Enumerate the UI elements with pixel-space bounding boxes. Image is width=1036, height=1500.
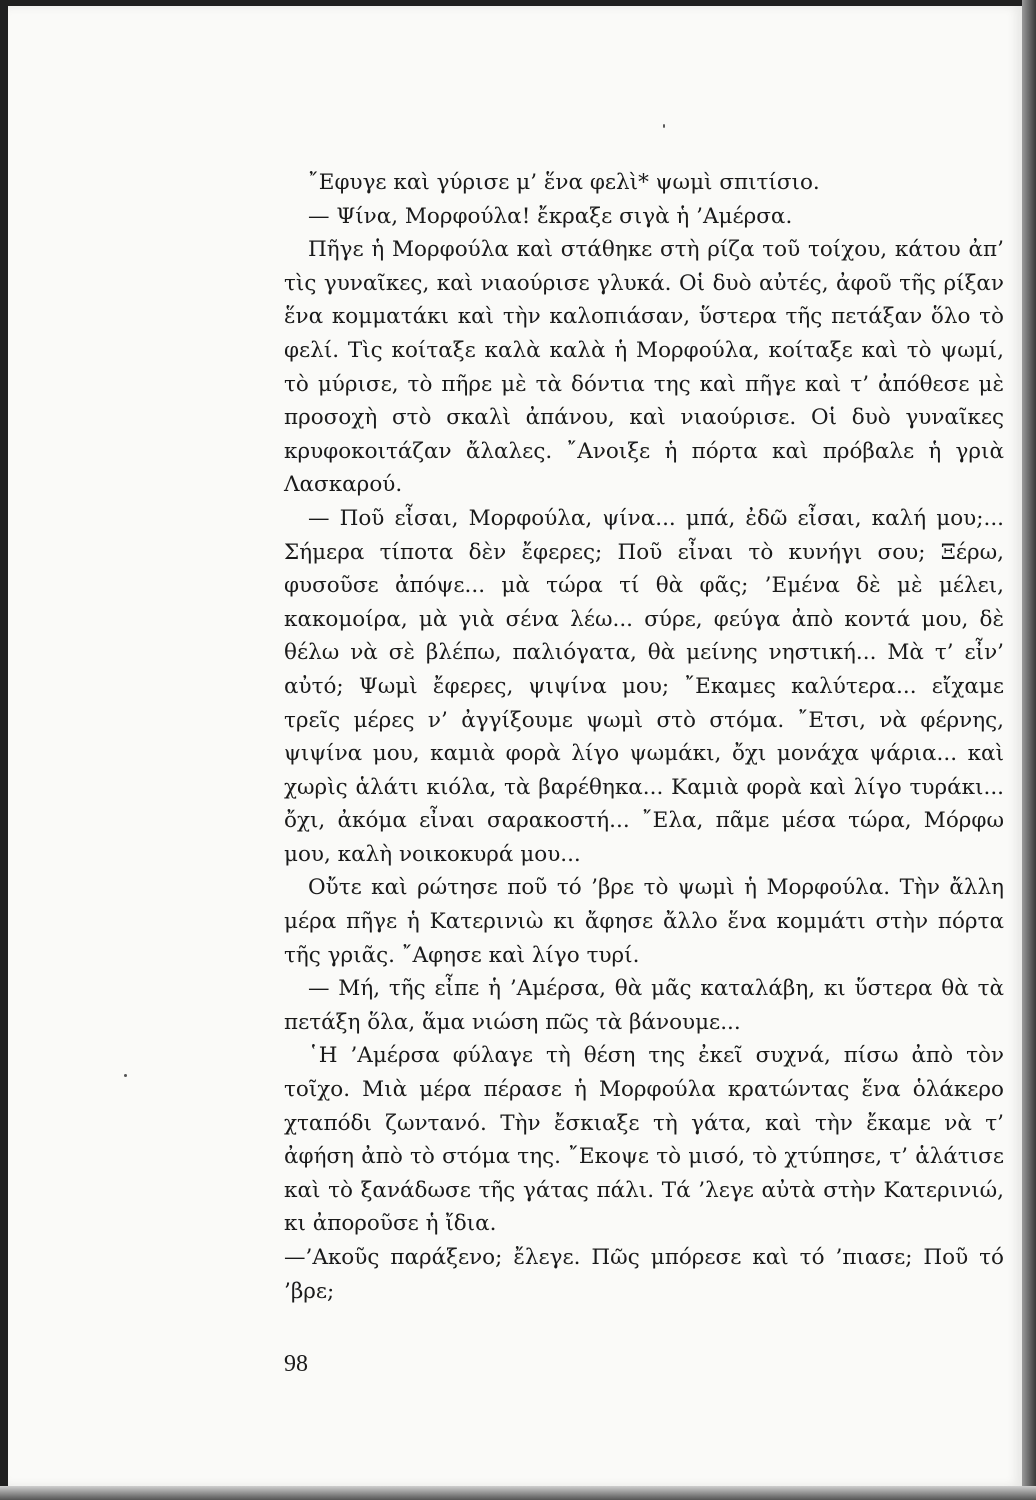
paragraph: —’Ακοῦς παράξενο; ἔλεγε. Πῶς μπόρεσε καὶ τό ’πιασε; Ποῦ τό ’βρε; bbox=[284, 1245, 1004, 1304]
body-text bbox=[284, 166, 1004, 1308]
paragraph: ῎Εφυγε καὶ γύρισε μ’ ἕνα φελὶ* ψωμὶ σπιτίσιο. bbox=[308, 170, 820, 195]
print-speck bbox=[663, 124, 665, 128]
paragraph: — Μή, τῆς εἶπε ἡ ’Αμέρσα, θὰ μᾶς καταλάβη, κι ὕστερα θὰ τὰ πετάξη ὅλα, ἅμα νιώση πῶς τὰ βάνουμε... bbox=[284, 976, 1004, 1035]
paragraph: Πῆγε ἡ Μορφούλα καὶ στάθηκε στὴ ρίζα τοῦ τοίχου, κάτου ἀπ’ τὶς γυναῖκες, καὶ νιαούρισε γλυκά. Οἱ δυὸ αὐτές, ἀφοῦ τῆς ρίξαν ἕνα κομματάκι καὶ τὴν καλοπιάσαν, ὕστερα τῆς πετάξαν ὅλο τὸ φελί. Τὶς κοίταξε καλὰ καλὰ ἡ Μορφούλα, κοίταξε καὶ τὸ ψωμί, τὸ μύρισε, τὸ πῆρε μὲ τὰ δόντια της καὶ πῆγε καὶ τ’ ἀπόθεσε μὲ προσοχὴ στὸ σκαλὶ ἀπάνου, καὶ νιαούρισε. Οἱ δυὸ γυναῖκες κρυφοκοιτάζαν ἄλαλες. ῎Ανοιξε ἡ πόρτα καὶ πρόβαλε ἡ γριὰ Λασκαρού. bbox=[284, 237, 1004, 498]
scan-shadow-bottom bbox=[0, 1486, 1036, 1500]
paragraph: — Ψίνα, Μορφούλα! ἔκραξε σιγὰ ἡ ’Αμέρσα. bbox=[308, 203, 793, 229]
paragraph: — Ποῦ εἶσαι, Μορφούλα, ψίνα... μπά, ἐδῶ εἶσαι, καλή μου;... Σήμερα τίποτα δὲν ἔφερες; Ποῦ εἶναι τὸ κυνήγι σου; Ξέρω, φυσοῦσε ἀπόψε... μὰ τώρα τί θὰ φᾶς; ’Εμένα δὲ μὲ μέλει, κακομοίρα, μὰ γιὰ σένα λέω... σύρε, φεύγα ἀπὸ κοντά μου, δὲ θέλω νὰ σὲ βλέπω, παλιόγατα, θὰ μείνης νηστική... Μὰ τ’ εἶν’ αὐτό; Ψωμὶ ἔφερες, ψιψίνα μου; ῎Εκαμες καλύτερα... εἴχαμε τρεῖς μέρες ν’ ἀγγίξουμε ψωμὶ στὸ στόμα. ῎Ετσι, νὰ φέρνης, ψιψίνα μου, καμιὰ φορὰ λίγο ψωμάκι, ὄχι μονάχα ψάρια... καὶ χωρὶς ἁλάτι κιόλα, τὰ βαρέθηκα... Καμιὰ φορὰ καὶ λίγο τυράκι... ὄχι, ἀκόμα εἶναι σαρακοστή... ῎Ελα, πᾶμε μέσα τώρα, Μόρφω μου, καλὴ νοικοκυρά μου... bbox=[284, 505, 1004, 867]
page-sheet bbox=[8, 6, 1022, 1486]
paragraph: Οὔτε καὶ ρώτησε ποῦ τό ’βρε τὸ ψωμὶ ἡ Μορφούλα. Τὴν ἄλλη μέρα πῆγε ἡ Κατερινιὼ κι ἄφησε ἄλλο ἕνα κομμάτι στὴν πόρτα τῆς γριᾶς. ῎Αφησε καὶ λίγο τυρί. bbox=[284, 875, 1004, 968]
page-number: 98 bbox=[284, 1351, 308, 1377]
scan-shadow-right bbox=[1022, 0, 1036, 1500]
print-speck bbox=[124, 1074, 127, 1077]
paragraph: ῾Η ’Αμέρσα φύλαγε τὴ θέση της ἐκεῖ συχνά, πίσω ἀπὸ τὸν τοῖχο. Μιὰ μέρα πέρασε ἡ Μορφούλα κρατώντας ἕνα ὁλάκερο χταπόδι ζωντανό. Τὴν ἔσκιαξε τὴ γάτα, καὶ τὴν ἔκαμε νὰ τ’ ἀφήση ἀπὸ τὸ στόμα της. ῎Εκοψε τὸ μισό, τὸ χτύπησε, τ’ ἁλάτισε καὶ τὸ ξανάδωσε τῆς γάτας πάλι. Τά ’λεγε αὐτὰ στὴν Κατερινιώ, κι ἀποροῦσε ἡ ἴδια. bbox=[284, 1043, 1004, 1237]
